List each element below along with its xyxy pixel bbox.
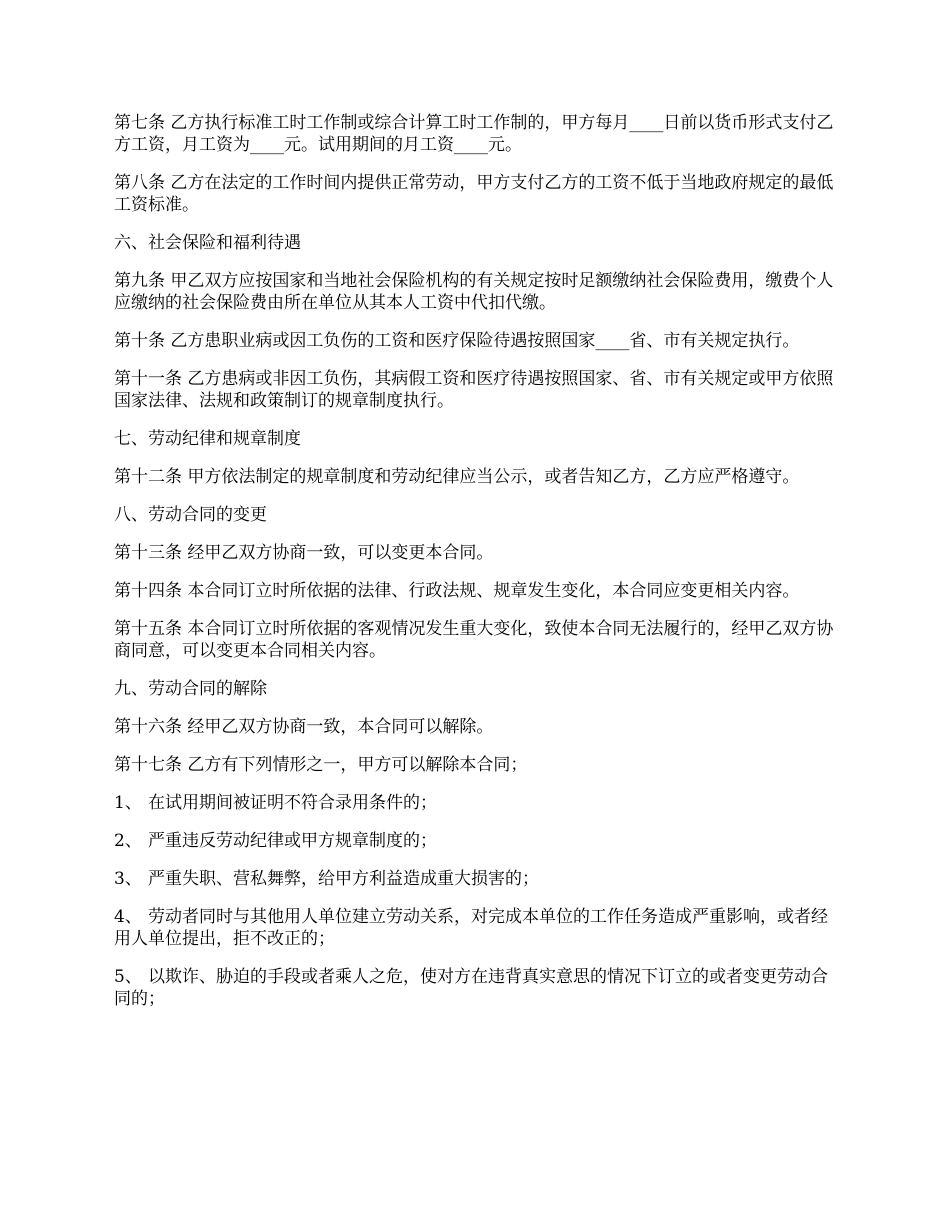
list-item bbox=[114, 906, 838, 950]
article-12: 第十二条 甲方依法制定的规章制度和劳动纪律应当公示，或者告知乙方，乙方应严格遵守。 bbox=[114, 467, 800, 487]
list-item-text: 以欺诈、胁迫的手段或者乘人之危，使对方在违背真实意思的情况下订立的或者变更劳动合同的； bbox=[114, 967, 828, 1009]
article-8: 第八条 乙方在法定的工作时间内提供正常劳动，甲方支付乙方的工资不低于当地政府规定的最低工资标准。 bbox=[114, 173, 834, 215]
article-14: 第十四条 本合同订立时所依据的法律、行政法规、规章发生变化，本合同应变更相关内容。 bbox=[114, 581, 800, 601]
list-item-text: 严重失职、营私舞弊，给甲方利益造成重大损害的； bbox=[148, 869, 539, 889]
article-7: 第七条 乙方执行标准工时工作制或综合计算工时工作制的，甲方每月____日前以货币形式支付乙方工资，月工资为____元。试用期间的月工资____元。 bbox=[114, 113, 834, 155]
list-item-number: 1、 bbox=[114, 793, 142, 813]
list-item bbox=[114, 792, 838, 814]
list-item-text: 严重违反劳动纪律或甲方规章制度的； bbox=[148, 831, 437, 851]
list-item bbox=[114, 830, 838, 852]
section-heading-social-insurance: 六、社会保险和福利待遇 bbox=[114, 233, 301, 253]
list-item-text: 劳动者同时与其他用人单位建立劳动关系，对完成本单位的工作任务造成严重影响，或者经用人单位提出，拒不改正的； bbox=[114, 907, 828, 949]
article-17: 第十七条 乙方有下列情形之一，甲方可以解除本合同； bbox=[114, 755, 528, 775]
article-11: 第十一条 乙方患病或非因工负伤，其病假工资和医疗待遇按照国家、省、市有关规定或甲方依照国家法律、法规和政策制订的规章制度执行。 bbox=[114, 369, 834, 411]
article-16: 第十六条 经甲乙双方协商一致，本合同可以解除。 bbox=[114, 717, 494, 737]
list-item-number: 5、 bbox=[114, 967, 142, 987]
article-9: 第九条 甲乙双方应按国家和当地社会保险机构的有关规定按时足额缴纳社会保险费用，缴费个人应缴纳的社会保险费由所在单位从其本人工资中代扣代缴。 bbox=[114, 271, 834, 313]
list-item bbox=[114, 966, 838, 1010]
list-item-number: 3、 bbox=[114, 869, 142, 889]
list-item bbox=[114, 868, 838, 890]
section-heading-labor-discipline: 七、劳动纪律和规章制度 bbox=[114, 429, 301, 449]
list-item-number: 2、 bbox=[114, 831, 142, 851]
section-heading-contract-change: 八、劳动合同的变更 bbox=[114, 505, 267, 525]
article-15: 第十五条 本合同订立时所依据的客观情况发生重大变化，致使本合同无法履行的，经甲乙双方协商同意，可以变更本合同相关内容。 bbox=[114, 619, 834, 661]
article-13: 第十三条 经甲乙双方协商一致，可以变更本合同。 bbox=[114, 543, 494, 563]
list-item-number: 4、 bbox=[114, 907, 142, 927]
section-heading-contract-termination: 九、劳动合同的解除 bbox=[114, 679, 267, 699]
article-10: 第十条 乙方患职业病或因工负伤的工资和医疗保险待遇按照国家____省、市有关规定执行。 bbox=[114, 331, 800, 351]
list-item-text: 在试用期间被证明不符合录用条件的； bbox=[148, 793, 437, 813]
